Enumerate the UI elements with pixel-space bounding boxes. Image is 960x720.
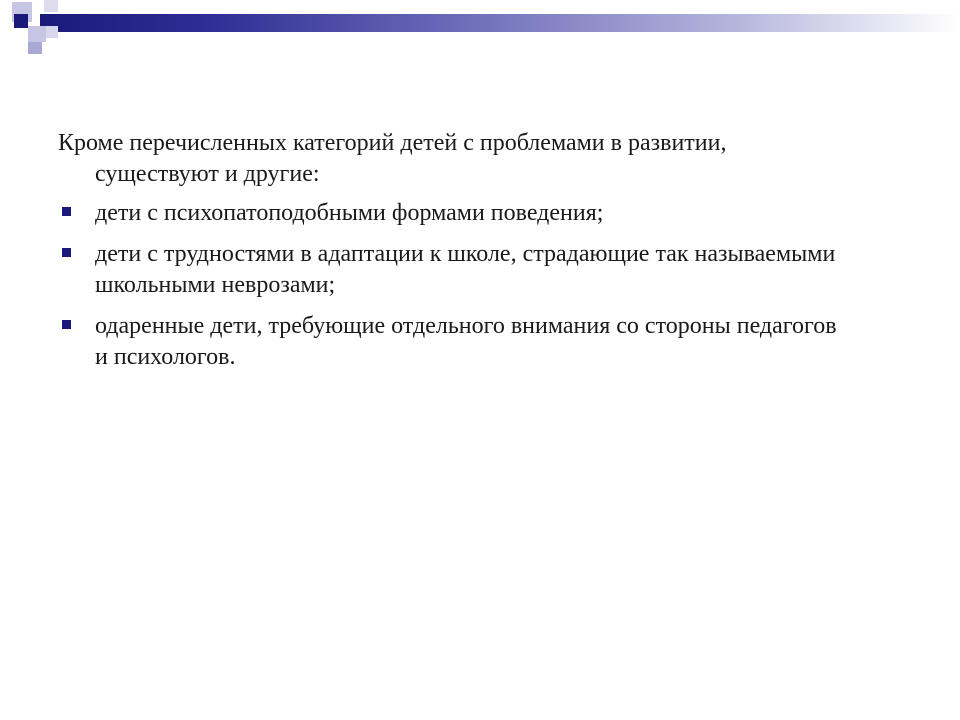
list-item-text: одаренные дети, требующие отдельного внимания со стороны педагогов и психологов. — [95, 313, 837, 370]
header-gradient-bar — [40, 14, 960, 32]
slide-body — [58, 128, 838, 383]
bullet-list — [58, 198, 838, 373]
list-item-text: дети с психопатоподобными формами поведения; — [95, 200, 604, 226]
decor-square — [28, 42, 42, 54]
square-bullet-icon — [62, 248, 71, 257]
list-item — [58, 239, 838, 301]
list-item-text: дети с трудностями в адаптации к школе, страдающие так называемыми школьными неврозами; — [95, 241, 836, 298]
list-item — [58, 311, 838, 373]
intro-text: Кроме перечисленных категорий детей с проблемами в развитии, существуют и другие: — [58, 130, 727, 187]
decor-square — [46, 26, 58, 38]
decor-square — [28, 26, 46, 42]
decor-square — [44, 0, 58, 12]
square-bullet-icon — [62, 320, 71, 329]
square-bullet-icon — [62, 207, 71, 216]
decor-square — [14, 14, 28, 28]
list-item — [58, 198, 838, 229]
